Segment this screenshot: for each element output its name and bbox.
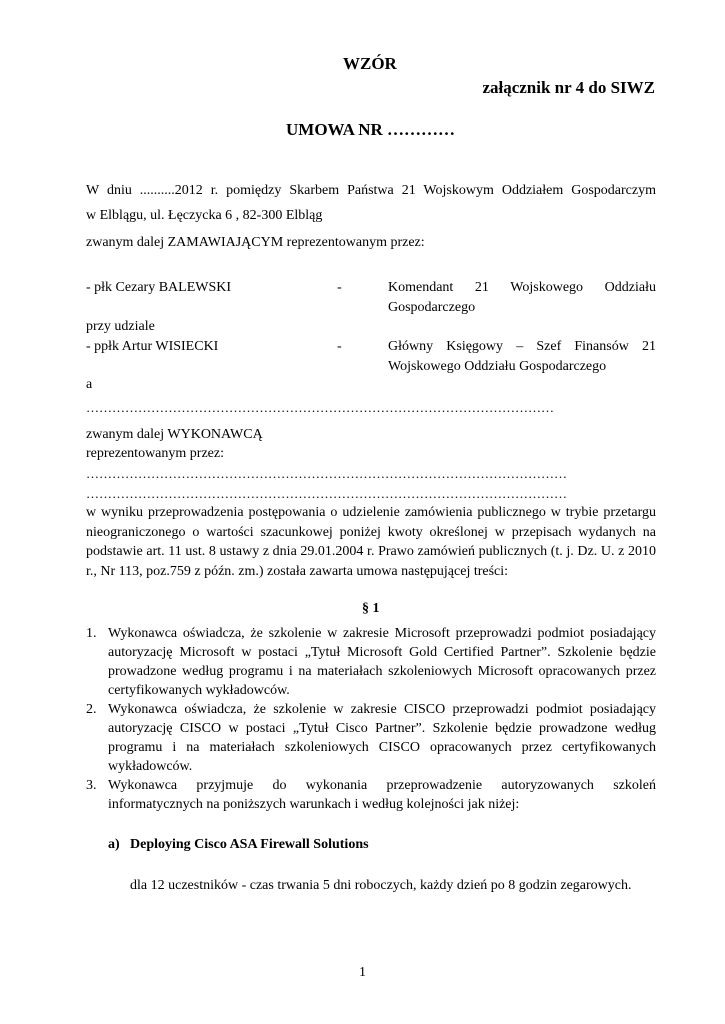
- list-item-text: Wykonawca oświadcza, że szkolenie w zakresie Microsoft przeprowadzi podmiot posiadający autoryzację Microsoft w postaci „Tytuł Microsoft Gold Certified Partner”. Szkolenie będzie prowadzone według programu i na materiałach szkoleniowych Microsoft opracowanych przez certyfikowanych wykładowców.: [108, 626, 656, 698]
- rep-1-role: Komendant 21 Wojskowego Oddziału Gospodarczego: [388, 280, 656, 315]
- intro-line-2: w Elblągu, ul. Łęczycka 6 , 82-300 Elbląg: [86, 208, 323, 223]
- a-label: a: [86, 377, 93, 392]
- dots-line-1: ………………………………………………………………………………………………: [86, 400, 554, 415]
- contractor-line-2: reprezentowanym przez:: [86, 446, 224, 461]
- rep-2-dash: -: [337, 339, 342, 354]
- contractor-dots-1: …………………………………………………………………………………………………: [86, 466, 567, 481]
- page-number: 1: [359, 965, 366, 980]
- intro-line-3: zwanym dalej ZAMAWIAJĄCYM reprezentowanym przez:: [86, 235, 425, 250]
- proceedings-paragraph: w wyniku przeprowadzenia postępowania o udzielenie zamówienia publicznego w trybie przetargu nieograniczonego o wartości szacunkowej poniżej kwoty określonej w przepisach wydanych na podstawie art. 11 ust. 8 ustawy z dnia 29.01.2004 r. Prawo zamówień publicznych (t. j. Dz. U. z 2010 r., Nr 113, poz.759 z późn. zm.) została zawarta umowa następującej treści:: [86, 505, 656, 579]
- subitem-title: Deploying Cisco ASA Firewall Solutions: [130, 837, 369, 852]
- contractor-dots-2: …………………………………………………………………………………………………: [86, 486, 567, 501]
- rep-2-role: Główny Księgowy – Szef Finansów 21 Wojskowego Oddziału Gospodarczego: [388, 339, 656, 374]
- list-item: [86, 700, 656, 776]
- list-item: [86, 776, 656, 814]
- subitem-letter: a): [108, 837, 120, 852]
- list-item-number: 1.: [86, 626, 97, 641]
- subitem-detail: dla 12 uczestników - czas trwania 5 dni roboczych, każdy dzień po 8 godzin zegarowych.: [130, 878, 632, 893]
- contract-title: UMOWA NR …………: [286, 120, 456, 139]
- wzor-heading: WZÓR: [343, 54, 397, 73]
- list-item-text: Wykonawca oświadcza, że szkolenie w zakresie CISCO przeprowadzi podmiot posiadający autoryzację CISCO w postaci „Tytuł Cisco Partner”. Szkolenie będzie prowadzone według programu i na materiałach szkoleniowych CISCO opracowanych przez certyfikowanych wykładowców.: [108, 702, 656, 774]
- rep-1-dash: -: [337, 280, 342, 295]
- przy-udziale: przy udziale: [86, 319, 155, 334]
- intro-line-1: W dniu ..........2012 r. pomiędzy Skarbem Państwa 21 Wojskowym Oddziałem Gospodarczym: [86, 183, 656, 198]
- section-1-heading: § 1: [362, 601, 380, 616]
- list-item-number: 2.: [86, 702, 97, 717]
- rep-1-name: - płk Cezary BALEWSKI: [86, 280, 232, 295]
- contractor-line-1: zwanym dalej WYKONAWCĄ: [86, 427, 263, 442]
- section-1-list: [86, 624, 656, 814]
- list-item-number: 3.: [86, 778, 97, 793]
- list-item-text: Wykonawca przyjmuje do wykonania przeprowadzenie autoryzowanych szkoleń informatycznych na poniższych warunkach i według kolejności jak niżej:: [108, 778, 656, 812]
- rep-2-name: - ppłk Artur WISIECKI: [86, 339, 219, 354]
- attachment-label: załącznik nr 4 do SIWZ: [482, 78, 655, 97]
- list-item: [86, 624, 656, 700]
